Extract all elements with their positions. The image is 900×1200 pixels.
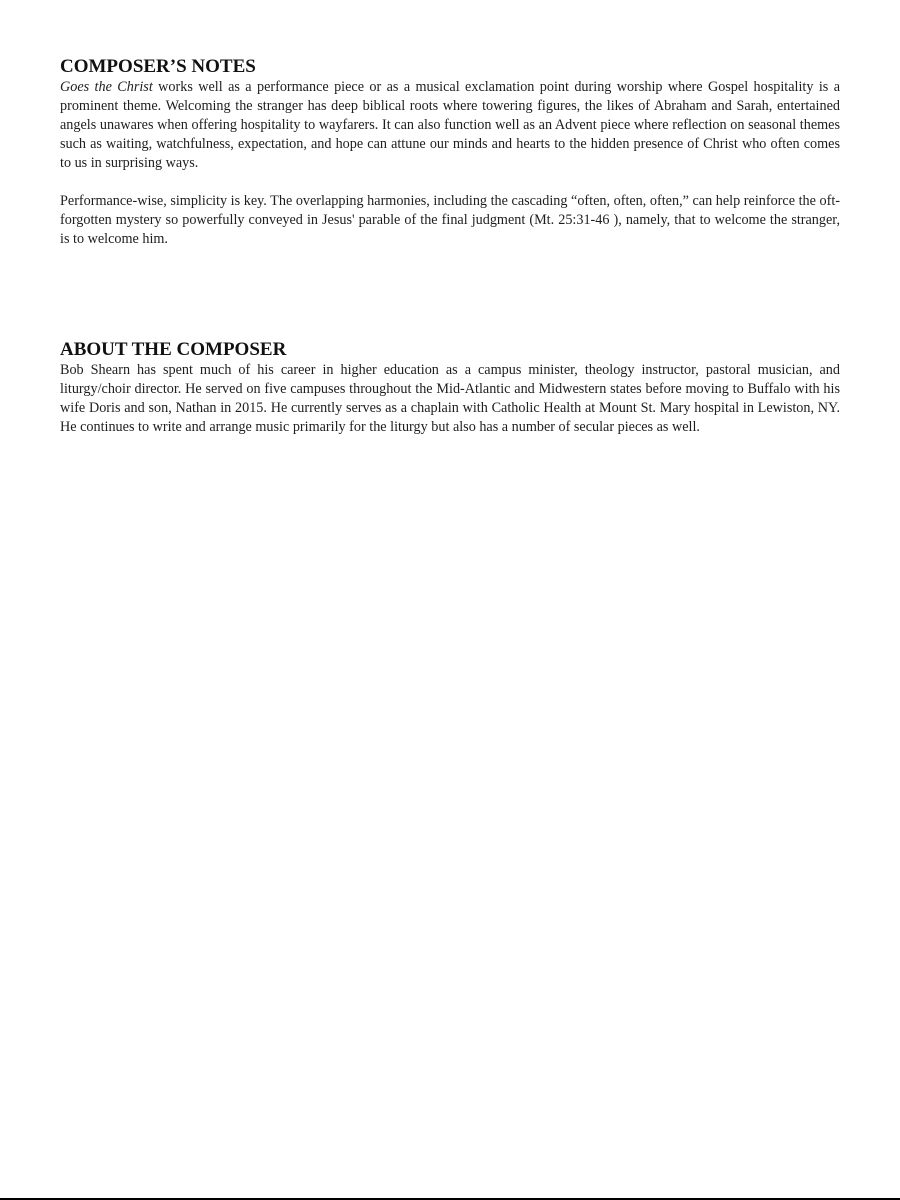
composers-notes-section xyxy=(60,56,840,249)
composers-notes-paragraph-1 xyxy=(60,78,840,173)
composers-notes-paragraph-2: Performance-wise, simplicity is key. The overlapping harmonies, including the cascading “often, often, often,” can help reinforce the oft-forgotten mystery so powerfully conveyed in Jesus' parable of the final judgment (Mt. 25:31-46 ), namely, that to welcome the stranger, is to welcome him. xyxy=(60,193,840,247)
about-composer-paragraph: Bob Shearn has spent much of his career in higher education as a campus minister, theology instructor, pastoral musician, and liturgy/choir director. He served on five campuses throughout the Mid-Atlantic and Midwestern states before moving to Buffalo with his wife Doris and son, Nathan in 2015. He currently serves as a chaplain with Catholic Health at Mount St. Mary hospital in Lewiston, NY. He continues to write and arrange music primarily for the liturgy but also has a number of secular pieces as well. xyxy=(60,362,840,435)
composers-notes-heading: COMPOSER’S NOTES xyxy=(60,56,256,77)
piece-title: Goes the Christ xyxy=(60,79,153,95)
about-composer-section xyxy=(60,339,840,437)
about-composer-heading: ABOUT THE COMPOSER xyxy=(60,339,287,360)
composers-notes-paragraph-1-text: works well as a performance piece or as a musical exclamation point during worship where Gospel hospitality is a prominent theme. Welcoming the stranger has deep biblical roots where towering figures, the likes of Abraham and Sarah, entertained angels unawares when offering hospitality to wayfarers. It can also function well as an Advent piece where reflection on seasonal themes such as waiting, watchfulness, expectation, and hope can attune our minds and hearts to the hidden presence of Christ who often comes to us in surprising ways. xyxy=(60,79,840,171)
